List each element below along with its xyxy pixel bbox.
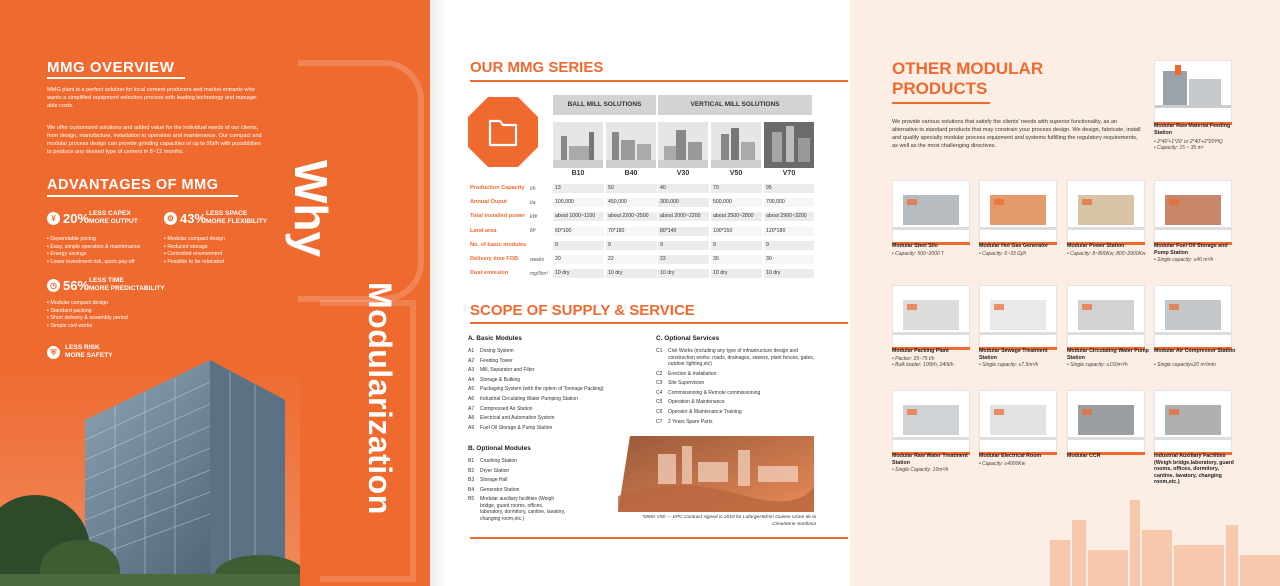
title-underline [892,102,990,104]
bullet-item: ▪ Energy savings [47,251,87,258]
spec-cell: 10 dry [658,269,709,278]
bullet-item: ▪ Dependable pricing [47,236,97,242]
spec-row-label: Land area [470,227,497,234]
machine-image-b10 [553,122,603,168]
product-spec: • Capacity: 8~800Kw; 800~2900Kw [1067,250,1146,257]
spec-cell: 22 [606,255,657,264]
scope-item-code: C6 [656,409,663,415]
product-spec: • Single capacity: ≤40 m³/h [1154,257,1214,263]
scope-item-text: Storage Hall [480,477,508,484]
spec-row-label: Dust emission [470,270,509,277]
model-label: V30 [676,170,690,177]
machine-image-b40 [606,122,656,168]
overview-paragraph: We offer customized solutions and added value for the individual needs of our clients, from design, manufacture, installation to operation and maintenance. Our compact and modular process design can provide grinding capacities of up to 95t/h with possibilities to produce any desired type of cement in 8~12 months. [47,125,262,155]
product-image [1067,285,1145,348]
product-name: Modular Air Compressor Station [1154,348,1236,354]
scope-item-text: Civil Works (including any type of infrastructure design and construction works: roads, drainages, sewers, plant fences, gates, outdoor lighting,etc) [668,348,815,367]
bullet-item: ▪ Controlled environment [164,251,223,258]
product-name: Modular Packing Plant [892,348,949,354]
product-name: Modular Hot Gas Generator [979,243,1049,249]
advantage-label: MORE OUTPUT [89,218,138,225]
scope-item-text: Operation & Maintenance [668,399,725,406]
spec-row-label: Total installed power [470,213,526,220]
spec-cell: about 2200~2500 [606,212,657,221]
model-label: B10 [571,170,585,177]
spec-cell: 500,000 [711,198,762,207]
scope-item-code: A1 [468,348,475,354]
headquarters-building-photo [0,360,300,586]
spec-cell: about 2900~3200 [764,212,814,221]
product-spec: • Capacity: ≤4000Kw [979,460,1026,467]
product-spec: • Packer: 25~75 t/h • Bulk loader: 100t/h, 240t/h [892,355,954,368]
bullet-item: ▪ Possible to be relocated [164,258,224,265]
site-photo [618,436,814,512]
optional-modules-heading: B. Optional Modules [468,445,531,452]
other-products-title: OTHER MODULAR [892,59,1044,78]
product-image [892,180,970,243]
scope-item-code: A7 [468,405,475,412]
advantage-bullets [47,236,140,266]
optional-services-heading: C. Optional Services [656,335,720,342]
scope-item-code: C7 [656,418,663,425]
machine-image-v50 [711,122,761,168]
product-image [892,285,970,348]
advantage-label: MORE PREDICTABILITY [89,285,165,292]
scope-item-code: B3 [468,477,475,484]
overview-paragraph: MMG plant is a perfect solution for local cement producers and market entrants who wants a simplified equipment selection process with leading technology and manage-able costs. [47,87,258,109]
product-spec: • Single Capacity: 10m³/h [892,467,949,473]
spec-cell: about 1000~1100 [553,212,604,221]
product-spec: • Single capacity: ≤7.5m³/h [979,362,1039,368]
spec-cell: 20 [553,255,604,264]
scope-item-text: Mill, Separator and Filter [480,367,535,374]
product-image [1154,180,1232,243]
bullet-item: ▪ Modular compact design [164,236,226,242]
scope-item-text: Packaging System (with the option of Tonnage Packing) [480,386,604,393]
ball-mill-header: BALL MILL SOLUTIONS [553,95,656,115]
clock-icon: ◷ [47,279,60,292]
advantage-bullets [164,236,225,266]
spec-cell: 100*150 [711,227,762,236]
overview-panel [0,0,430,586]
spec-row-unit: t/h [530,185,536,192]
title-underline [470,80,848,82]
product-name: Modular Raw Water Treatment Station [892,453,968,466]
scope-item-code: A8 [468,415,475,422]
spec-cell: about 2000~2200 [658,212,709,221]
scope-item-text: Operator & Maintenance Training [668,409,742,415]
scope-item-text: 2 Years Spare Parts [668,418,713,425]
product-image [979,285,1057,348]
advantage-label: LESS TIME [89,277,124,284]
other-products-intro: We provide various solutions that satisfy the clients' needs with superior functionality, as an alternative to standard products that may constrain your process design. We design, fabricate, install and qualify specialty modular process equipment and systems fulfilling the regulatory requirements, as well as the most challenging directives. [892,119,1141,149]
spec-cell: 60*100 [553,227,604,236]
scope-item-code: A5 [468,386,475,393]
scope-item-code: A4 [468,376,475,383]
gear-icon: ⚙ [164,212,177,225]
spec-cell: 70*180 [606,227,657,236]
bullet-item: ▪ Lower investment risk, quick pay-off [47,258,135,265]
scope-item-code: B4 [468,486,475,493]
advantage-bullets [47,300,128,330]
scope-item-text: Generator Station [480,486,520,493]
scope-item-text: Feeding Tower [480,357,513,364]
spec-cell: 9 [606,241,657,250]
model-label: V70 [782,170,796,177]
advantages-title: ADVANTAGES OF MMG [47,177,219,193]
machine-image-v30 [658,122,708,168]
spec-cell: 9 [711,241,762,250]
other-products-panel [850,0,1280,586]
advantage-label: LESS RISK [65,344,100,351]
decorative-dot-pattern [1010,490,1280,586]
scope-item-text: Site Supervision [668,380,705,387]
spec-cell: 10 dry [553,269,604,278]
product-spec: • 2*40'+1*20' or 2*40'+2*20'HQ • Capacity: 15 ~ 35 m³ [1154,139,1223,152]
spec-cell: 9 [658,241,709,250]
product-name: Modular Electrical Room [979,453,1042,459]
spec-cell: 700,000 [764,198,814,207]
scope-title: SCOPE OF SUPPLY & SERVICE [470,302,695,319]
product-spec: • Capacity: 6~33 Gj/h [979,250,1027,257]
product-name: Modular CCR [1067,453,1101,459]
product-image [1154,60,1232,123]
photo-caption: *MMG V50 — EPC Contract signed in 2019 for LafargeHolcim Guinee Usine de la Cimenterie-Sonfonia [641,515,816,527]
product-image [892,390,970,453]
modularization-title: Modularization [362,282,398,515]
mmg-series-panel [430,0,850,586]
scope-item-code: B1 [468,458,475,464]
yuan-icon: ¥ [47,212,60,225]
shield-icon: ⛨ [47,346,60,359]
series-title: OUR MMG SERIES [470,59,604,76]
folder-icon [468,97,538,167]
product-spec: • Single capacity: ≤150m³/h [1067,362,1128,368]
spec-cell: 13 [553,184,604,193]
scope-item-text: Crushing Station [480,458,517,464]
title-underline [470,322,848,324]
advantage-percent: 56% [63,278,90,293]
scope-item-code: A9 [468,424,475,431]
spec-row-unit: mg/Nm³ [530,270,548,277]
product-name: Modular Sewage Treatment Station [979,348,1048,361]
product-spec: • Single capacity≤20 m³/min [1154,362,1216,368]
scope-item-text: Industrial Circulating Water Pumping Station [480,396,578,402]
model-label: B40 [624,170,638,177]
spec-cell: 70 [711,184,762,193]
spec-row-label: Annual Ouput [470,199,507,206]
spec-cell: 120*180 [764,227,814,236]
advantage-label: MORE FLEXIBILITY [206,218,268,225]
bullet-item: ▪ Easy, simple operation & maintenance [47,243,141,250]
scope-item-text: Fuel Oil Storage & Pump Station [480,424,553,431]
spec-cell: 450,000 [606,198,657,207]
advantage-label: MORE SAFETY [65,352,113,359]
spec-row-label: No. of basic modules [470,241,527,248]
spec-row-unit: t/a [530,199,536,206]
fold-shadow [430,0,448,586]
product-name: Industrial Auxiliary Facilities (Weigh bridge,laboratory, guard rooms, offices, dormitory, cantine, lavatory, changing room,etc.) [1154,453,1234,485]
advantage-label: LESS CAPEX [89,210,131,217]
scope-item-text: Erection & Installation [668,370,717,377]
scope-item-text: Storage & Bulking [480,376,521,383]
product-spec: • Capacity: 500~2000 T [892,250,945,257]
spec-cell: 95 [764,184,814,193]
spec-row-unit: M² [530,228,536,235]
spec-cell: 100,000 [553,198,604,207]
scope-item-text: Compressed Air Station [480,405,533,412]
spec-cell: 22 [658,255,709,264]
spec-cell: 10 dry [606,269,657,278]
product-name: Modular Fuel Oil Storage and Pump Station [1154,243,1228,256]
advantage-label: LESS SPACE [206,210,248,217]
scope-item-code: A3 [468,367,475,374]
scope-item-code: A2 [468,357,475,364]
spec-row-label: Delivery time FOB [470,256,519,262]
title-underline [47,195,238,197]
scope-item-text: Dryer Station [480,467,510,474]
spec-cell: 9 [553,241,604,250]
overview-title: MMG OVERVIEW [47,59,175,76]
product-name: Modular Steel Silo [892,243,938,249]
bullet-item: ▪ Simple civil works [47,322,93,329]
scope-item-code: C3 [656,380,663,387]
spec-row-unit: kW [530,213,538,220]
product-image [1154,285,1232,348]
spec-cell: 50 [606,184,657,193]
product-name: Modular Power Station [1067,243,1125,249]
spec-cell: 30 [764,255,814,264]
bullet-item: ▪ Short delivery & assembly period [47,315,128,322]
spec-cell: about 2500~2800 [711,212,762,221]
advantage-percent: 43% [180,211,207,226]
product-name: Modular Raw Material Feeding Station [1154,123,1231,136]
product-image [979,180,1057,243]
bullet-item: ▪ Reduced storage [164,243,208,250]
scope-item-text: Modular auxiliary facilities (Weigh bridge, guard rooms, offices, laboratory, dormitory, cantine, lavatory, changing room,etc.) [480,496,566,522]
product-image [1067,390,1145,453]
bottom-line [470,537,848,539]
spec-cell: 40 [658,184,709,193]
bullet-item: ▪ Standard packing [47,307,92,314]
bullet-item: ▪ Modular compact design [47,300,109,306]
product-image [979,390,1057,453]
scope-item-text: Electrical and Automation System [480,415,555,422]
scope-item-code: B2 [468,467,475,474]
scope-item-text: Dosing System [480,348,514,354]
spec-cell: 80*140 [658,227,709,236]
other-products-title: PRODUCTS [892,79,988,98]
spec-cell: 10 dry [711,269,762,278]
vertical-mill-header: VERTICAL MILL SOLUTIONS [658,95,812,115]
scope-item-code: B5 [468,496,475,503]
why-title: Why [285,160,337,258]
scope-item-code: C1 [656,348,663,354]
scope-item-code: C2 [656,370,663,377]
scope-item-code: C5 [656,399,663,406]
product-image [1154,390,1232,453]
advantage-percent: 20% [63,211,90,226]
spec-row-unit: weeks [530,256,545,263]
model-label: V50 [729,170,743,177]
spec-cell: 10 dry [764,269,814,278]
spec-cell: 30 [711,255,762,264]
product-name: Modular Circulating Water Pump Station [1067,348,1149,361]
spec-row-label: Production Capacity [470,185,525,191]
title-underline [47,77,185,79]
basic-modules-heading: A. Basic Modules [468,335,522,342]
scope-item-text: Commissioning & Remote commissioning [668,389,761,396]
spec-cell: 300,000 [658,198,709,207]
machine-image-v70 [764,122,814,168]
spec-cell: 9 [764,241,814,250]
scope-item-code: C4 [656,389,663,396]
product-image [1067,180,1145,243]
scope-item-code: A6 [468,396,475,402]
